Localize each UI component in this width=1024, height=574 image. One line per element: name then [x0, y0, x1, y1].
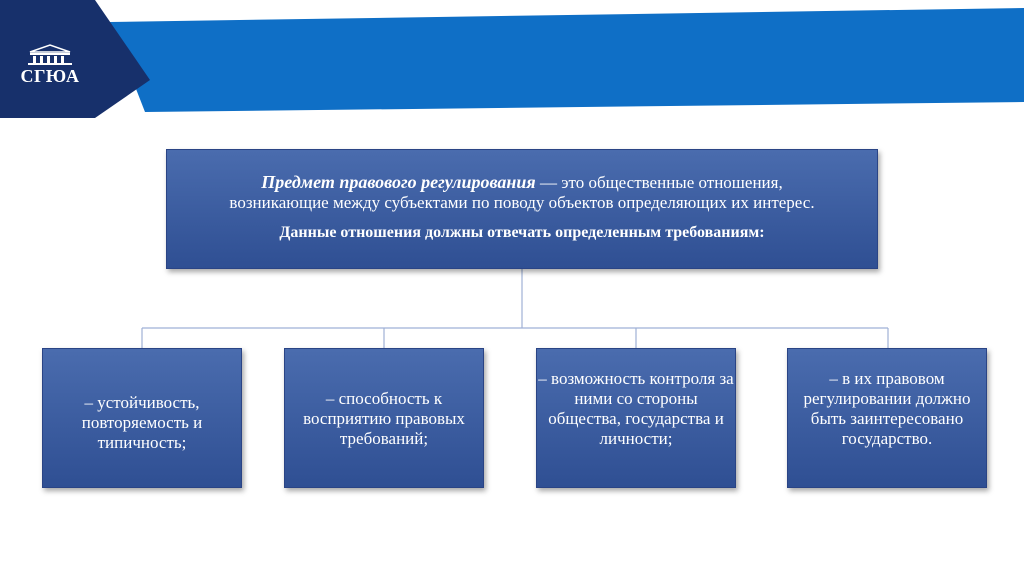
- requirements-intro: Данные отношения должны отвечать определенным требованиям:: [279, 224, 765, 241]
- subject-definition-box: [166, 149, 878, 269]
- logo: [18, 44, 82, 90]
- definition-line-1: [177, 172, 867, 193]
- definition-text-2: возникающие между субъектами по поводу объектов определяющих их интерес.: [229, 193, 815, 212]
- requirement-text-3: – возможность контроля за ними со стороны общества, государства и личности;: [538, 369, 734, 448]
- definition-term: Предмет правового регулирования: [261, 172, 536, 192]
- logo-text: СГЮА: [20, 66, 80, 86]
- requirement-box-2: [284, 348, 484, 488]
- requirement-box-3: [536, 348, 736, 488]
- requirement-text-1: – устойчивость, повторяемость и типичность;: [81, 393, 203, 452]
- requirement-box-4: [787, 348, 987, 488]
- requirement-box-1: [42, 348, 242, 488]
- requirement-text-2: – способность к восприятию правовых требований;: [303, 389, 465, 448]
- building-icon: [18, 44, 82, 66]
- definition-text-1: — это общественные отношения,: [535, 173, 783, 192]
- header-banner: [0, 0, 1024, 120]
- requirement-text-4: – в их правовом регулировании должно быть заинтересовано государство.: [803, 369, 971, 448]
